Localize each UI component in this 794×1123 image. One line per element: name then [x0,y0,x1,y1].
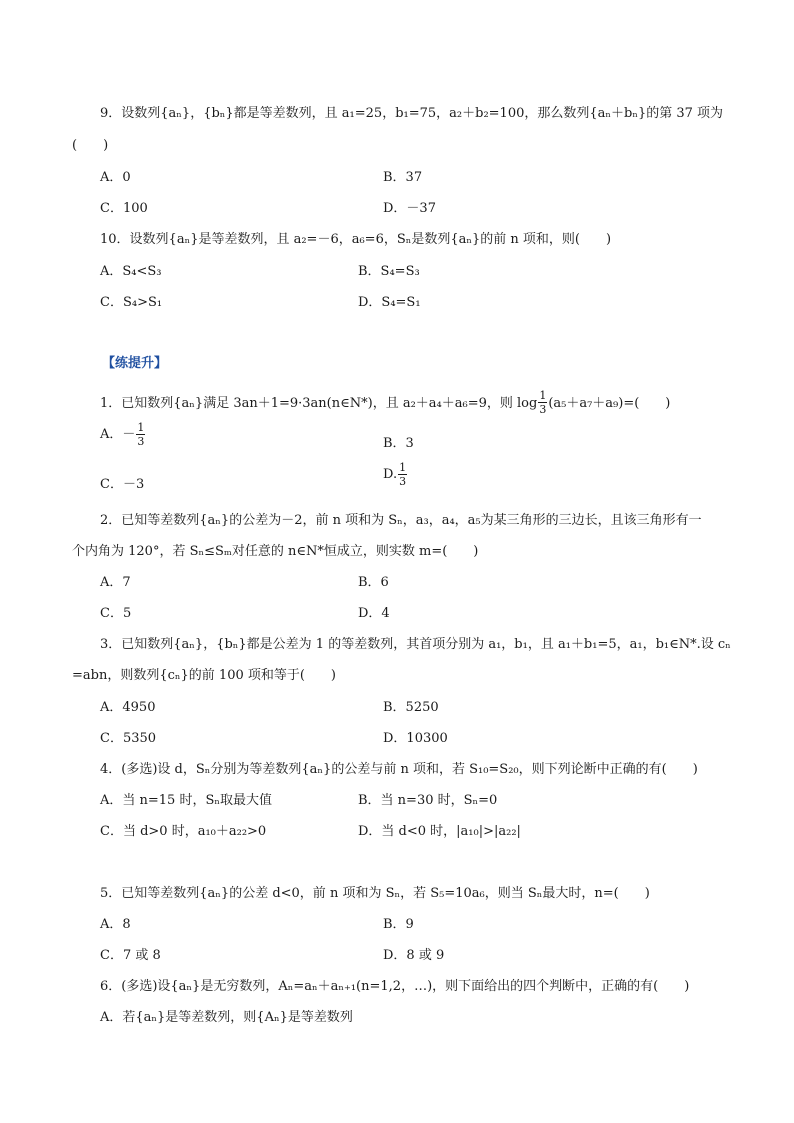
question-10-option-c: C．S₄>S₁ [100,295,163,310]
problem-2-option-c: C．5 [100,606,132,621]
problem-3-option-d: D．10300 [383,731,448,746]
problem-1-option-d [383,462,408,487]
problem-5-stem: 5．已知等差数列{aₙ}的公差 d<0，前 n 项和为 Sₙ，若 S₅=10a₆，则当 Sₙ最大时，n=( ) [100,886,650,901]
fraction-numerator: 1 [399,461,407,474]
fraction [136,422,145,447]
fraction [398,462,407,487]
problem-2-stem: 2．已知等差数列{aₙ}的公差为－2，前 n 项和为 Sₙ，a₃，a₄，a₅为某三角形的三边长，且该三角形有一 [100,513,702,528]
fraction [538,390,547,415]
problem-5-option-c: C．7 或 8 [100,948,161,963]
section-title: 【练提升】 [102,356,168,371]
question-9-option-a: A．0 [100,170,131,185]
problem-4-option-b: B．当 n=30 时，Sₙ=0 [358,793,498,808]
question-9-blank: ( ) [72,138,109,153]
problem-3-option-a: A．4950 [100,700,156,715]
problem-2-option-a: A．7 [100,575,131,590]
fraction-denominator: 3 [137,435,145,448]
problem-2-stem-line2: 个内角为 120°，若 Sₙ≤Sₘ对任意的 n∈N*恒成立，则实数 m=( ) [72,544,479,559]
problem-6-option-a: A．若{aₙ}是等差数列，则{Aₙ}是等差数列 [100,1010,353,1025]
problem-3-stem-line2: =abn，则数列{cₙ}的前 100 项和等于( ) [72,668,337,683]
option-d-label: D. [383,467,398,482]
problem-3-stem: 3．已知数列{aₙ}，{bₙ}都是公差为 1 的等差数列，其首项分别为 a₁，b₁，且 a₁＋b₁=5，a₁，b₁∈N*.设 cₙ [100,637,731,652]
problem-6-stem: 6．(多选)设{aₙ}是无穷数列，Aₙ=aₙ＋aₙ₊₁(n=1,2，…)，则下面给出的四个判断中，正确的有( ) [100,979,690,994]
problem-2-option-b: B．6 [358,575,389,590]
fraction-numerator: 1 [137,421,145,434]
fraction-denominator: 3 [399,475,407,488]
problem-4-stem: 4．(多选)设 d，Sₙ分别为等差数列{aₙ}的公差与前 n 项和，若 S₁₀=S₂₀，则下列论断中正确的有( ) [100,762,698,777]
question-9-option-d: D．－37 [383,201,436,216]
problem-4-option-c: C．当 d>0 时，a₁₀＋a₂₂>0 [100,824,267,839]
fraction-denominator: 3 [539,403,547,416]
problem-5-option-b: B．9 [383,917,414,932]
option-a-label: A．－ [100,427,136,442]
problem-3-option-b: B．5250 [383,700,439,715]
problem-1-option-c: C．－3 [100,477,145,492]
problem-1-stem-text: 1．已知数列{aₙ}满足 3an＋1=9·3an(n∈N*)，且 a₂＋a₄＋a₆=9，则 log [100,396,538,411]
problem-5-option-a: A．8 [100,917,131,932]
fraction-numerator: 1 [539,389,547,402]
question-10-option-a: A．S₄<S₃ [100,264,162,279]
question-9-stem: 9．设数列{aₙ}，{bₙ}都是等差数列，且 a₁=25，b₁=75，a₂＋b₂=100，那么数列{aₙ＋bₙ}的第 37 项为 [100,106,724,121]
problem-1-option-b: B．3 [383,436,414,451]
problem-2-option-d: D．4 [358,606,390,621]
problem-3-option-c: C．5350 [100,731,157,746]
question-10-option-b: B．S₄=S₃ [358,264,420,279]
problem-1-stem-tail: (a₅＋a₇＋a₉)=( ) [548,396,671,411]
problem-1-stem [100,390,670,415]
question-9-option-c: C．100 [100,201,148,216]
question-10-stem: 10．设数列{aₙ}是等差数列，且 a₂=－6，a₆=6，Sₙ是数列{aₙ}的前 n 项和，则( ) [100,232,612,247]
problem-4-option-d: D．当 d<0 时，|a₁₀|>|a₂₂| [358,824,521,839]
problem-4-option-a: A．当 n=15 时，Sₙ取最大值 [100,793,272,808]
problem-1-option-a [100,422,146,447]
question-9-option-b: B．37 [383,170,423,185]
question-10-option-d: D．S₄=S₁ [358,295,421,310]
problem-5-option-d: D．8 或 9 [383,948,445,963]
